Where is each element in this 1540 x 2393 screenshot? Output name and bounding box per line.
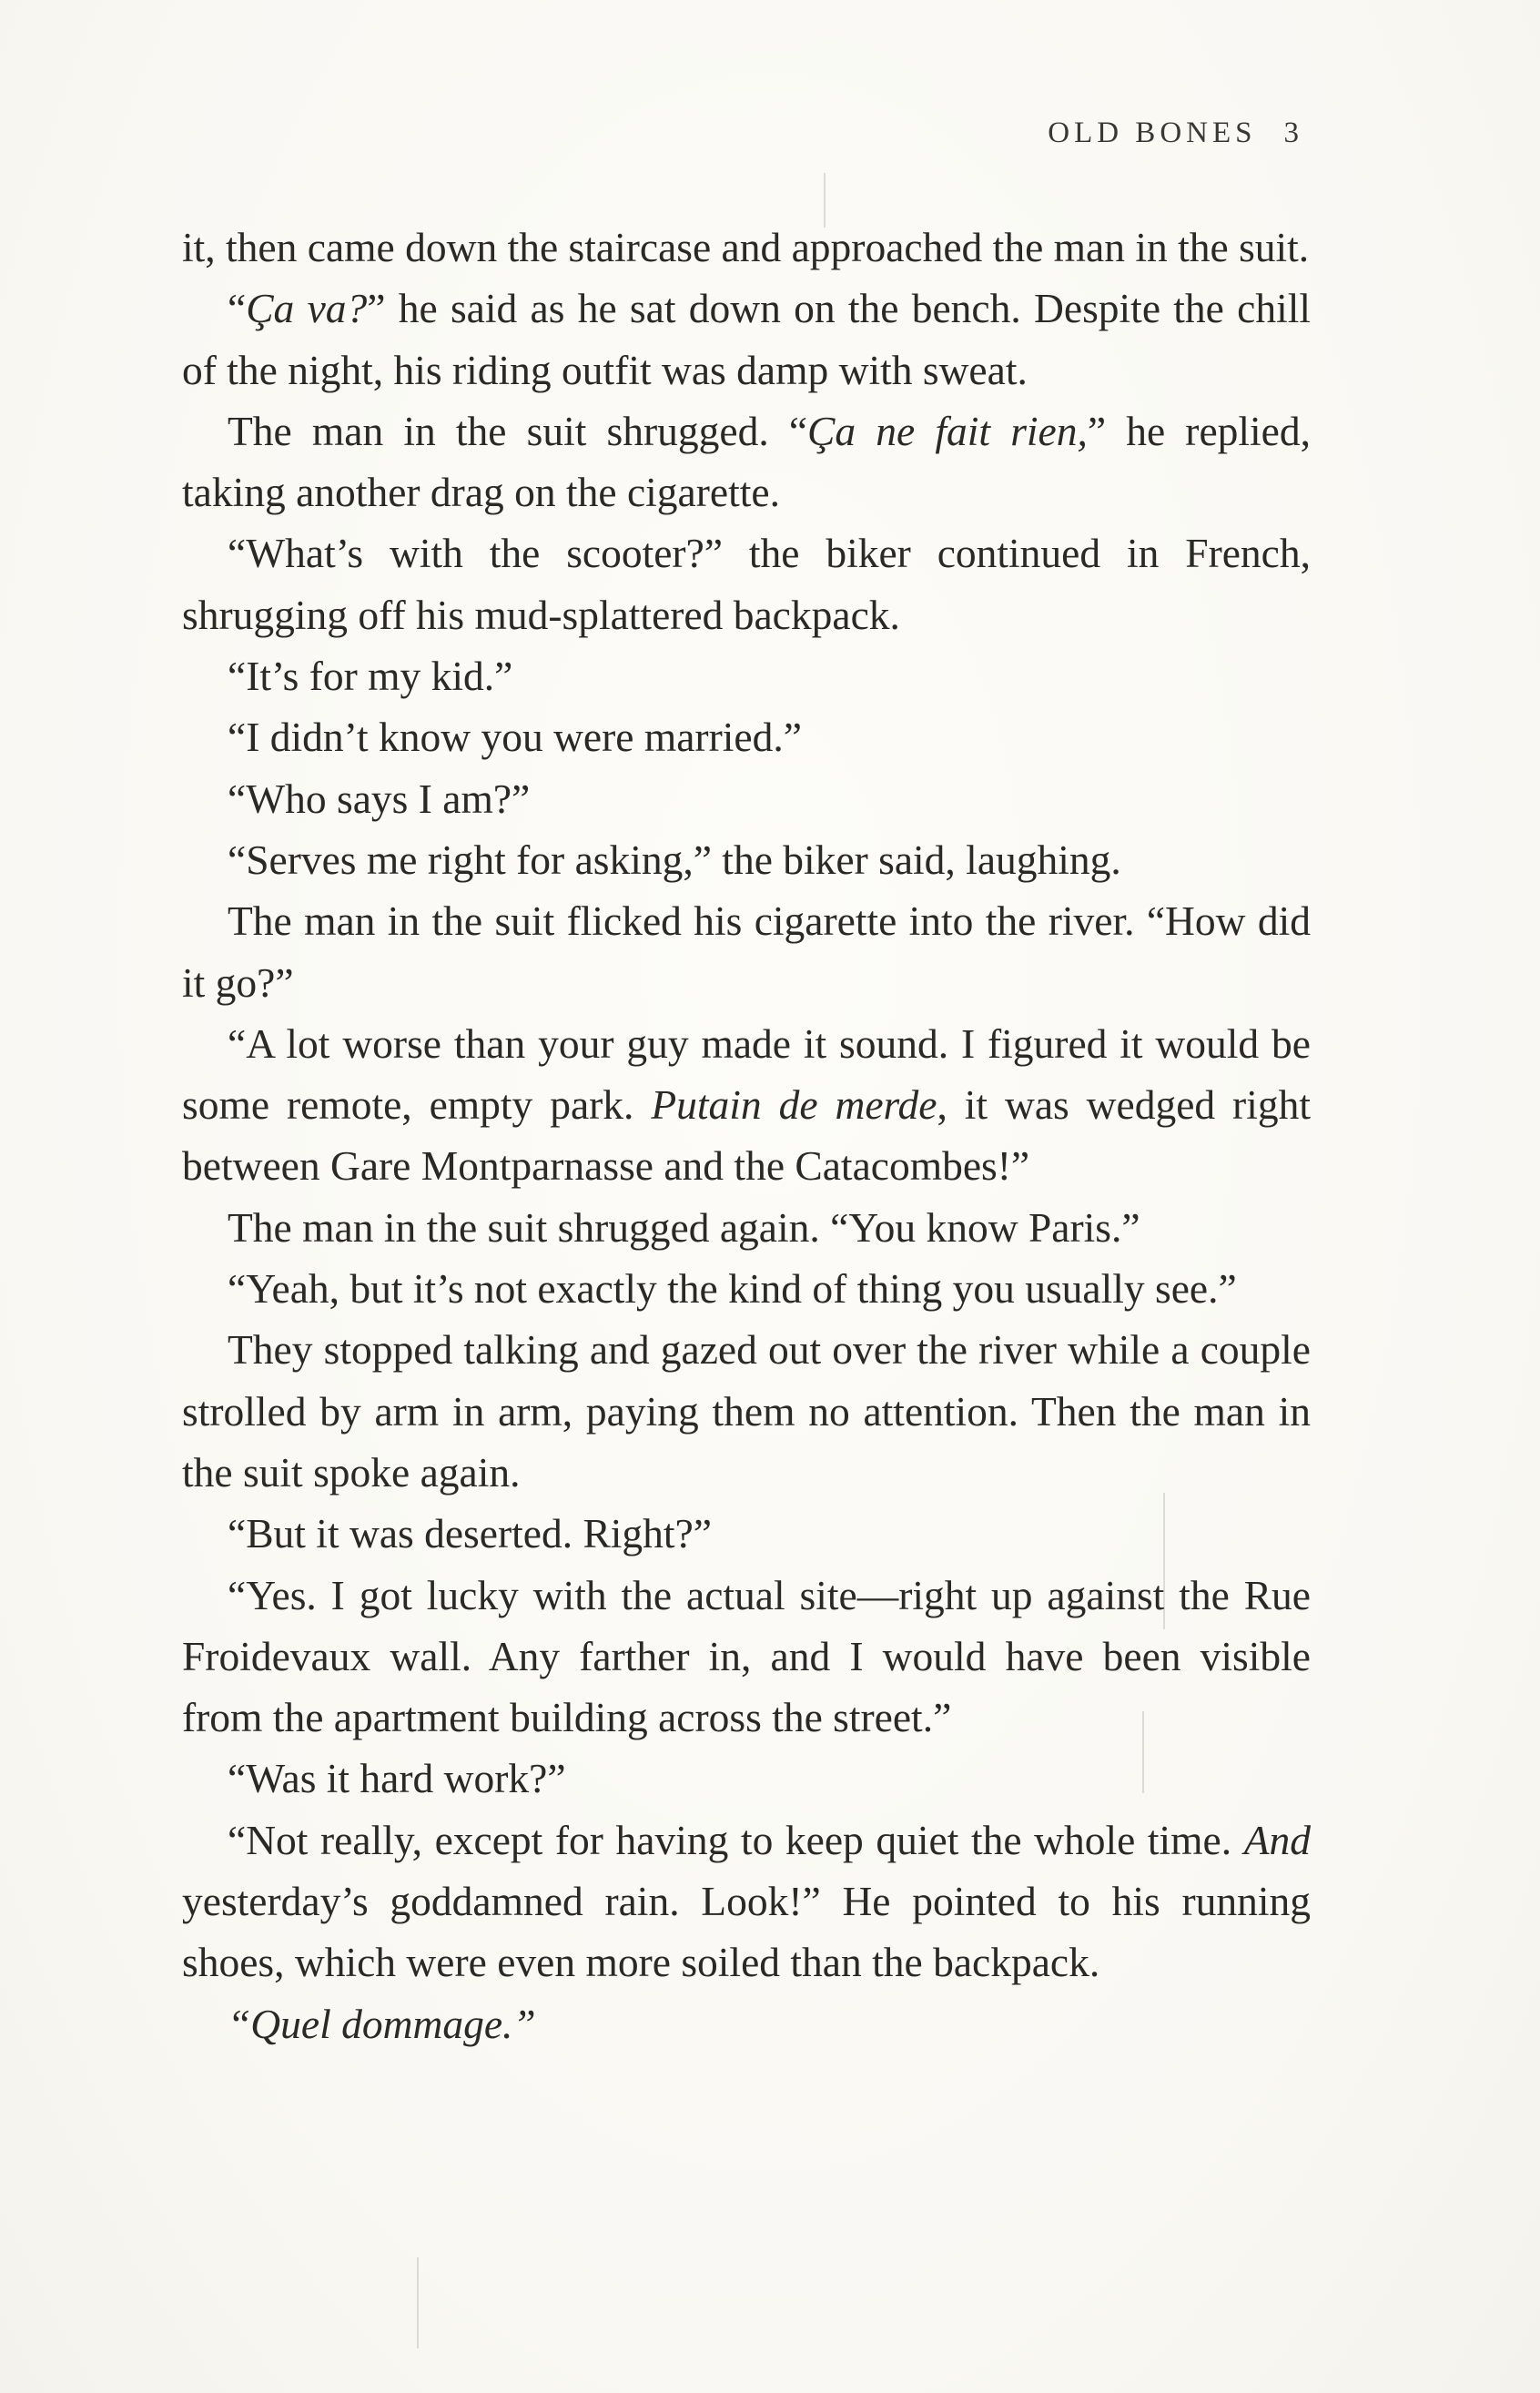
- text-segment: “Serves me right for asking,” the biker said, laughing.: [228, 836, 1121, 883]
- text-segment: “But it was deserted. Right?”: [228, 1510, 712, 1557]
- paper-scratch-mark: [417, 2257, 419, 2348]
- running-title: OLD BONES: [1048, 117, 1257, 149]
- paragraph: [182, 768, 1311, 829]
- paragraph: [182, 278, 1311, 401]
- italic-text-segment: “Quel dommage.”: [228, 2000, 536, 2047]
- text-segment: “Yes. I got lucky with the actual site—right up against the Rue Froidevaux wall. Any farther in, and I would have been visible from the apartment building across the street.”: [182, 1571, 1311, 1741]
- text-segment: “Yeah, but it’s not exactly the kind of thing you usually see.”: [228, 1265, 1237, 1313]
- text-segment: “: [228, 285, 247, 332]
- text-segment: ” he said as he sat down on the bench. Despite the chill of the night, his riding outfit was damp with sweat.: [182, 285, 1312, 393]
- text-segment: “A lot worse than your guy made it sound. I figured it would be some remote, empty park.: [182, 1019, 1311, 1129]
- body-text: [182, 217, 1311, 2054]
- paragraph: [182, 706, 1311, 767]
- text-segment: They stopped talking and gazed out over the river while a couple strolled by arm in arm, paying them no attention. Then the man in the suit spoke again.: [182, 1326, 1311, 1496]
- text-segment: The man in the suit flicked his cigarette into the river. “How did it go?”: [182, 897, 1311, 1006]
- paragraph: [182, 1319, 1311, 1503]
- text-segment: “What’s with the scooter?” the biker continued in French, shrugging off his mud-splattered backpack.: [182, 530, 1311, 638]
- page-number: 3: [1283, 117, 1299, 149]
- paragraph: [182, 217, 1311, 278]
- text-segment: “It’s for my kid.”: [228, 653, 513, 700]
- paragraph: [182, 522, 1311, 645]
- paragraph: [182, 1748, 1311, 1809]
- italic-text-segment: Ça ne fait rien,: [807, 407, 1088, 454]
- paragraph: [182, 645, 1311, 706]
- paragraph: [182, 1197, 1311, 1258]
- text-segment: ” he replied, taking another drag on the cigarette.: [182, 407, 1312, 516]
- paragraph: [182, 829, 1311, 890]
- italic-text-segment: Ça va?: [246, 285, 368, 332]
- paragraph: [182, 401, 1311, 523]
- paragraph: [182, 1565, 1311, 1749]
- text-segment: yesterday’s goddamned rain. Look!” He pointed to his running shoes, which were even more soiled than the backpack.: [182, 1878, 1311, 1986]
- paragraph: [182, 890, 1311, 1013]
- text-segment: “I didn’t know you were married.”: [228, 714, 802, 761]
- paragraph: [182, 1503, 1311, 1564]
- text-segment: The man in the suit shrugged. “: [228, 407, 808, 454]
- text-segment: it, then came down the staircase and approached the man in the suit.: [182, 224, 1310, 270]
- italic-text-segment: Putain de merde: [651, 1081, 937, 1129]
- text-segment: “Not really, except for having to keep quiet the whole time.: [228, 1816, 1244, 1863]
- text-segment: “Was it hard work?”: [228, 1755, 566, 1802]
- paragraph: [182, 1993, 1311, 2054]
- paragraph: [182, 1810, 1311, 1993]
- paragraph: [182, 1258, 1311, 1319]
- text-segment: “Who says I am?”: [228, 775, 531, 822]
- paragraph: [182, 1013, 1311, 1197]
- running-header: [1048, 117, 1299, 150]
- italic-text-segment: And: [1243, 1816, 1311, 1863]
- text-segment: , it was wedged right between Gare Montparnasse and the Catacombes!”: [182, 1081, 1311, 1190]
- text-segment: The man in the suit shrugged again. “You know Paris.”: [228, 1203, 1140, 1251]
